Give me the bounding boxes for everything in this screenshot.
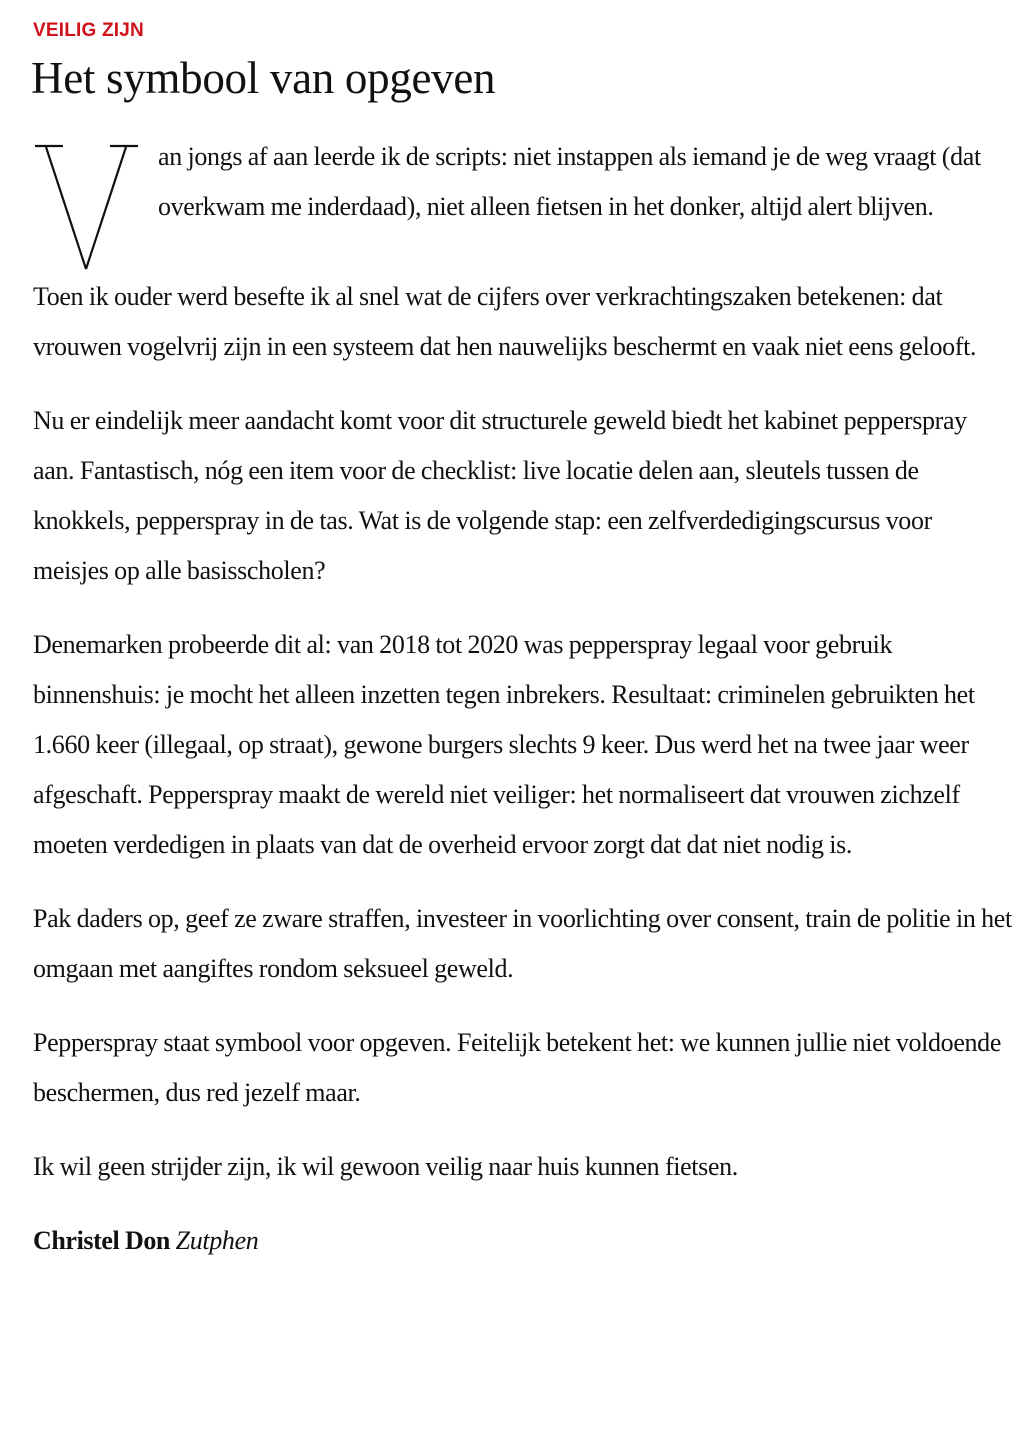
- author-signature: [33, 1216, 1013, 1266]
- paragraph: Nu er eindelijk meer aandacht komt voor dit structurele geweld biedt het kabinet pepperspray aan. Fantastisch, nóg een item voor de checklist: live locatie delen aan, sleutels tussen de knokkels, pepperspray in de tas. Wat is de volgende stap: een zelfverdedigingscursus voor meisjes op alle basisscholen?: [33, 406, 967, 585]
- dropcap-letter-v: [33, 144, 139, 272]
- author-name: Christel Don: [33, 1226, 170, 1255]
- dropcap-v-glyph: [33, 144, 139, 272]
- article-body: [33, 132, 1013, 1290]
- paragraph: an jongs af aan leerde ik de scripts: niet instappen als iemand je de weg vraagt (dat overkwam me inderdaad), niet alleen fietsen in het donker, altijd alert blijven.: [158, 142, 981, 221]
- paragraph: Pak daders op, geef ze zware straffen, investeer in voorlichting over consent, train de politie in het omgaan met aangiftes rondom seksueel geweld.: [33, 904, 1012, 983]
- author-place: Zutphen: [175, 1226, 259, 1255]
- paragraph: Pepperspray staat symbool voor opgeven. Feitelijk betekent het: we kunnen jullie niet voldoende beschermen, dus red jezelf maar.: [33, 1028, 1002, 1107]
- paragraph: Ik wil geen strijder zijn, ik wil gewoon veilig naar huis kunnen fietsen.: [33, 1152, 738, 1181]
- paragraph: Toen ik ouder werd besefte ik al snel wat de cijfers over verkrachtingszaken betekenen: dat vrouwen vogelvrij zijn in een systeem dat hen nauwelijks beschermt en vaak niet eens gelooft.: [33, 282, 977, 361]
- first-paragraph: [33, 132, 1013, 272]
- article-headline: Het symbool van opgeven: [31, 53, 496, 103]
- section-kicker: VEILIG ZIJN: [33, 20, 144, 41]
- paragraph: Denemarken probeerde dit al: van 2018 tot 2020 was pepperspray legaal voor gebruik binnenshuis: je mocht het alleen inzetten tegen inbrekers. Resultaat: criminelen gebruikten het 1.660 keer (illegaal, op straat), gewone burgers slechts 9 keer. Dus werd het na twee jaar weer afgeschaft. Pepperspray maakt de wereld niet veiliger: het normaliseert dat vrouwen zichzelf moeten verdedigen in plaats van dat de overheid ervoor zorgt dat dat niet nodig is.: [33, 630, 975, 859]
